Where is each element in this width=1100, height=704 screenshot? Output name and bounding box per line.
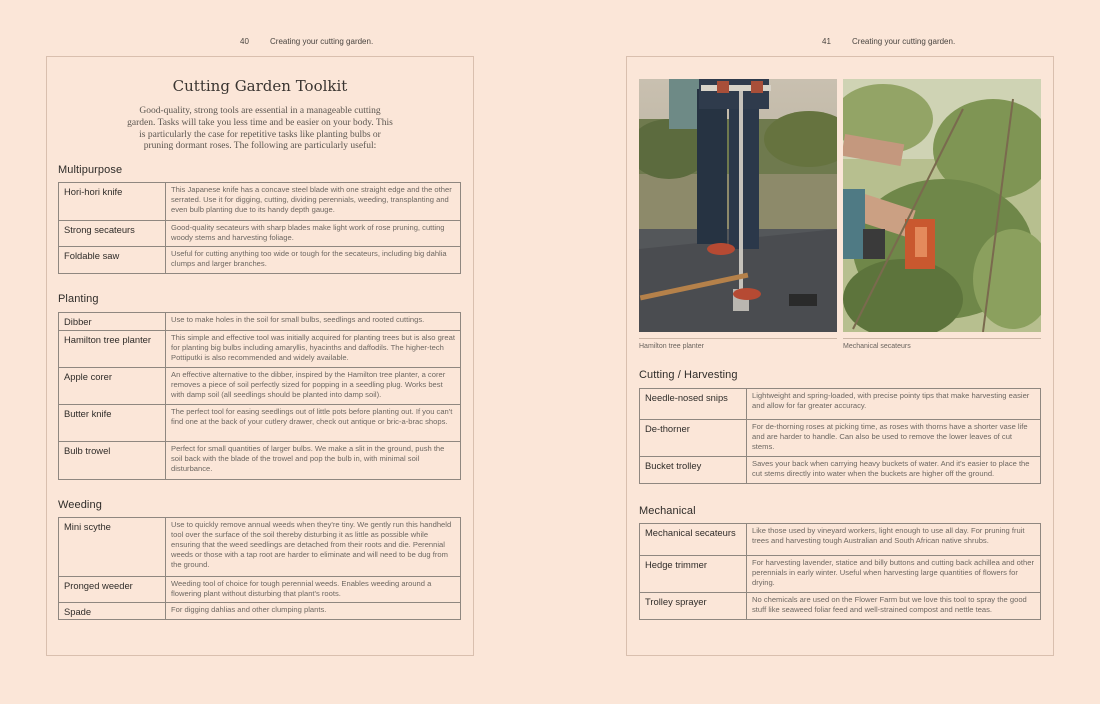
table-row [59, 442, 461, 480]
multipurpose-table [58, 182, 461, 274]
table-row [59, 405, 461, 442]
tool-description: Lightweight and spring-loaded, with precise pointy tips that make harvesting easier and allow for far greater accuracy. [747, 389, 1041, 420]
photo-caption: Mechanical secateurs [843, 343, 911, 350]
table-row [640, 420, 1041, 457]
section-heading-weeding: Weeding [58, 499, 102, 511]
tool-name: Spade [59, 603, 166, 620]
mechanical-secateurs-photo-illustration [843, 79, 1041, 332]
table-row [59, 577, 461, 603]
hamilton-tree-planter-photo-illustration [639, 79, 837, 332]
tool-name: De-thorner [640, 420, 747, 457]
running-head-text: Creating your cutting garden. [270, 37, 374, 46]
photo-caption: Hamilton tree planter [639, 343, 704, 350]
table-row [640, 593, 1041, 620]
table-row [640, 389, 1041, 420]
table-row [59, 183, 461, 221]
tool-name: Needle-nosed snips [640, 389, 747, 420]
tool-name: Mechanical secateurs [640, 524, 747, 556]
tool-description: Saves your back when carrying heavy buckets of water. And it's easier to place the cut stems directly into water when the buckets are higher off the ground. [747, 457, 1041, 484]
running-head-left [240, 37, 373, 46]
page-title: Cutting Garden Toolkit [172, 77, 348, 95]
photo-hamilton-tree-planter [639, 79, 837, 332]
cutting-harvesting-table [639, 388, 1041, 484]
table-row [640, 556, 1041, 593]
tool-name: Strong secateurs [59, 221, 166, 247]
table-row [59, 313, 461, 331]
caption-rule [843, 338, 1041, 339]
tool-description: Good-quality secateurs with sharp blades make light work of rose pruning, cutting woody stems and harvesting foliage. [166, 221, 461, 247]
tool-name: Mini scythe [59, 518, 166, 577]
section-heading-cutting-harvesting: Cutting / Harvesting [639, 369, 738, 381]
tool-description: Use to quickly remove annual weeds when they're tiny. We gently run this handheld tool over the surface of the soil thereby disturbing it as little as possible while ensuring that the weed seedlings are detached from their roots and die. Perennial weeds or those with a tap root are harder to eliminate and will need to be dug from the ground. [166, 518, 461, 577]
tool-description: An effective alternative to the dibber, inspired by the Hamilton tree planter, a corer removes a piece of soil perfectly sized for popping in a seedling plug. Works best with damp soil (all seedlings should be planted into damp soil). [166, 368, 461, 405]
table-row [59, 368, 461, 405]
tool-description: For digging dahlias and other clumping plants. [166, 603, 461, 620]
table-row [59, 331, 461, 368]
tool-name: Hori-hori knife [59, 183, 166, 221]
tool-name: Foldable saw [59, 247, 166, 274]
intro-paragraph: Good-quality, strong tools are essential in a manageable cutting garden. Tasks will take you less time and be easier on your body. This is particularly the case for repetitive tasks like planting bulbs or pruning dormant roses. The following are particularly useful: [127, 106, 393, 152]
caption-rule [639, 338, 837, 339]
running-head-right [822, 37, 955, 46]
tool-description: Perfect for small quantities of larger bulbs. We make a slit in the ground, push the soil back with the blade of the trowel and pop the bulb in, with minimal soil disturbance. [166, 442, 461, 480]
tool-description: This simple and effective tool was initially acquired for planting trees but is also great for planting big bulbs including amaryllis, hyacinths and daffodils. The higher-tech Pottiputki is also recommended and widely available. [166, 331, 461, 368]
section-heading-multipurpose: Multipurpose [58, 164, 123, 176]
weeding-table [58, 517, 461, 620]
tool-name: Hamilton tree planter [59, 331, 166, 368]
page-number: 41 [822, 37, 831, 46]
tool-description: For harvesting lavender, statice and billy buttons and cutting back achillea and other perennials in early winter. Useful when harvesting large quantities of flowers for drying. [747, 556, 1041, 593]
tool-name: Trolley sprayer [640, 593, 747, 620]
table-row [59, 247, 461, 274]
table-row [640, 524, 1041, 556]
running-head-text: Creating your cutting garden. [852, 37, 956, 46]
tool-description: The perfect tool for easing seedlings out of little pots before planting out. If you can't find one at the back of your cutlery drawer, check out antique or bric-a-brac shops. [166, 405, 461, 442]
tool-name: Dibber [59, 313, 166, 331]
tool-name: Bucket trolley [640, 457, 747, 484]
tool-description: Useful for cutting anything too wide or tough for the secateurs, including big dahlia clumps and larger branches. [166, 247, 461, 274]
tool-description: No chemicals are used on the Flower Farm but we love this tool to spray the good stuff like seaweed foliar feed and well-strained compost and nettle teas. [747, 593, 1041, 620]
table-row [59, 518, 461, 577]
tool-name: Bulb trowel [59, 442, 166, 480]
table-row [640, 457, 1041, 484]
photo-mechanical-secateurs [843, 79, 1041, 332]
page-number: 40 [240, 37, 249, 46]
tool-name: Apple corer [59, 368, 166, 405]
planting-table [58, 312, 461, 480]
tool-name: Pronged weeder [59, 577, 166, 603]
tool-description: This Japanese knife has a concave steel blade with one straight edge and the other serrated. Use it for digging, cutting, dividing perennials, weeding, transplanting and even bulb planting due to its handy depth gauge. [166, 183, 461, 221]
tool-description: Weeding tool of choice for tough perennial weeds. Enables weeding around a flowering plant without disturbing that plant's roots. [166, 577, 461, 603]
section-heading-planting: Planting [58, 293, 99, 305]
tool-description: Use to make holes in the soil for small bulbs, seedlings and rooted cuttings. [166, 313, 461, 331]
mechanical-table [639, 523, 1041, 620]
table-row [59, 221, 461, 247]
tool-name: Hedge trimmer [640, 556, 747, 593]
tool-description: For de-thorning roses at picking time, as roses with thorns have a shorter vase life and are harder to handle. Can also be used to remove the lower leaves of cut stems. [747, 420, 1041, 457]
table-row [59, 603, 461, 620]
tool-description: Like those used by vineyard workers, light enough to use all day. For pruning fruit trees and harvesting tough Australian and South African native shrubs. [747, 524, 1041, 556]
section-heading-mechanical: Mechanical [639, 505, 696, 517]
tool-name: Butter knife [59, 405, 166, 442]
